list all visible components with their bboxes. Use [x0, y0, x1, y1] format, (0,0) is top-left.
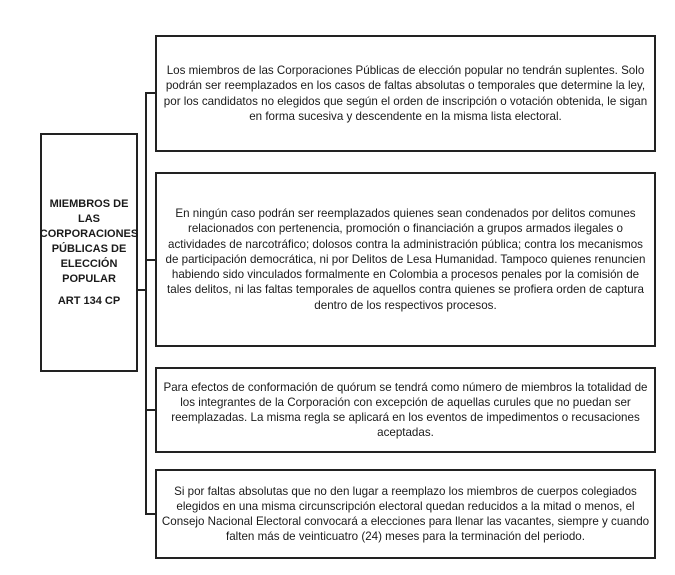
branch-connector-4: [145, 513, 155, 515]
branch-connector-1: [145, 92, 155, 94]
main-concept-title: MIEMBROS DE LAS CORPORACIONES PÚBLICAS DE ELECCIÓN POPULAR: [39, 197, 139, 285]
rule-box-suplentes: [155, 35, 656, 152]
rule-text-elecciones: Si por faltas absolutas que no den lugar a reemplazo los miembros de cuerpos colegiados elegidos en una misma circunscripción electoral quedan reducidos a la mitad o menos, el Consejo Nacional Electoral convocará a elecciones para llenar las vacantes, siempre y cuando falten más de veinticuatro (24) meses para la terminación del periodo.: [161, 484, 650, 544]
rule-text-no-reemplazo: En ningún caso podrán ser reemplazados quienes sean condenados por delitos comunes relacionados con pertenencia, promoción o financiación a grupos armados ilegales o actividades de narcotráfico; dolosos contra la administración pública; contra los mecanismos de participación democrática, ni por Delitos de Lesa Humanidad. Tampoco quienes renuncien habiendo sido vinculados formalmente en Colombia a procesos penales por la comisión de tales delitos, ni las faltas temporales de aquellos contra quienes se profiera orden de captura dentro de los respectivos procesos.: [165, 207, 646, 312]
rule-box-no-reemplazo: [155, 172, 656, 347]
rule-text-quorum: Para efectos de conformación de quórum se tendrá como número de miembros la totalidad de los integrantes de la Corporación con excepción de aquellas curules que no puedan ser reemplazadas. La misma regla se aplicará en los eventos de impedimentos o recusaciones aceptadas.: [163, 380, 648, 440]
main-concept-box: [40, 133, 138, 372]
rule-box-elecciones: [155, 469, 656, 559]
rule-box-quorum: [155, 367, 656, 453]
branch-connector-2: [145, 259, 155, 261]
branch-connector-3: [145, 409, 155, 411]
article-reference: ART 134 CP: [57, 294, 121, 307]
rule-text-suplentes: Los miembros de las Corporaciones Públicas de elección popular no tendrán suplentes. Solo podrán ser reemplazados en los casos de faltas absolutas o temporales que determine la ley, por los candidatos no elegidos que según el orden de inscripción o votación obtenida, le sigan en forma sucesiva y descendente en la misma lista electoral.: [163, 64, 648, 123]
trunk-connector: [145, 92, 147, 514]
